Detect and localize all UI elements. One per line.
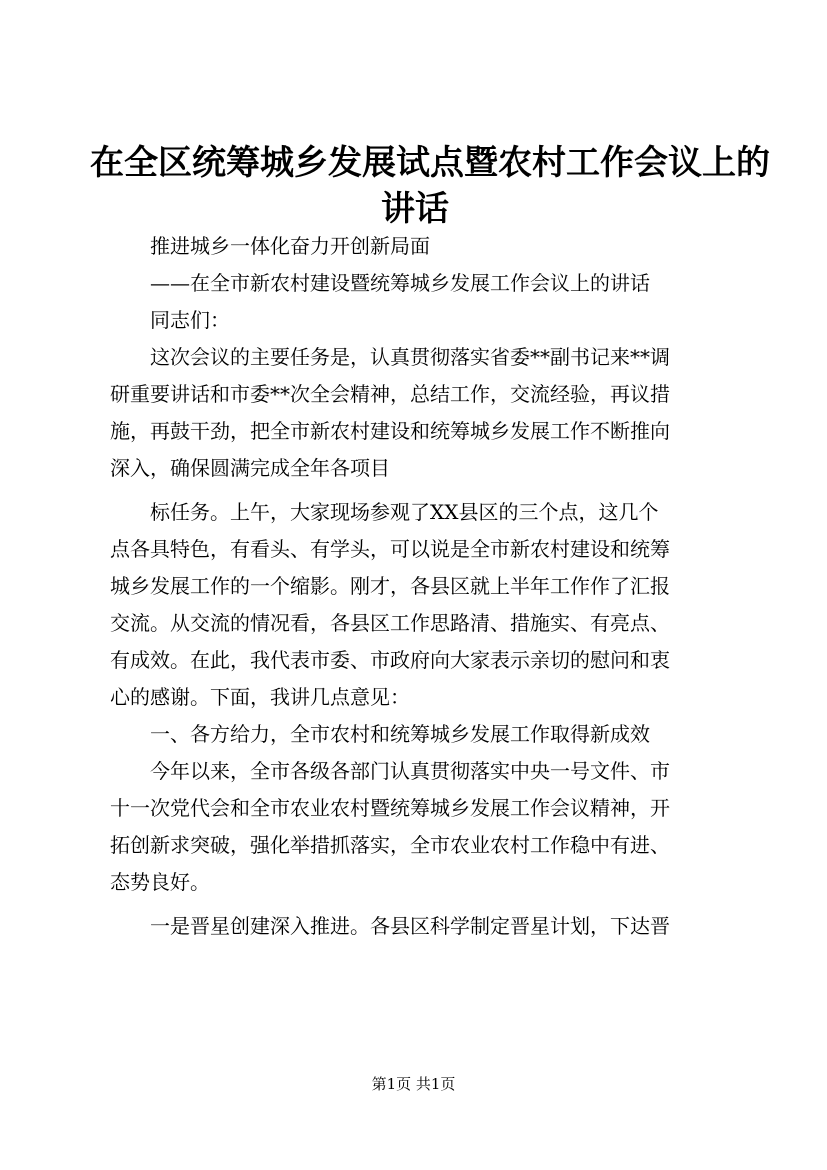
body-line: 今年以来，全市各级各部门认真贯彻落实中央一号文件、市 bbox=[150, 759, 670, 783]
body-line: 深入，确保圆满完成全年各项目 bbox=[110, 456, 390, 480]
body-line: 研重要讲话和市委**次全会精神，总结工作，交流经验，再议措 bbox=[110, 382, 670, 406]
body-line: 交流。从交流的情况看，各县区工作思路清、措施实、有亮点、 bbox=[110, 611, 670, 635]
body-line: 一、各方给力，全市农村和统筹城乡发展工作取得新成效 bbox=[150, 722, 650, 746]
body-line: 态势良好。 bbox=[110, 870, 210, 894]
page-footer: 第1页 共1页 bbox=[371, 1075, 456, 1093]
body-line: 十一次党代会和全市农业农村暨统筹城乡发展工作会议精神，开 bbox=[110, 796, 670, 820]
title-line: 讲话 bbox=[381, 189, 449, 229]
body-line: 一是晋星创建深入推进。各县区科学制定晋星计划，下达晋 bbox=[150, 914, 670, 938]
body-line: 心的感谢。下面，我讲几点意见： bbox=[110, 685, 410, 709]
title-line: 在全区统筹城乡发展试点暨农村工作会议上的 bbox=[90, 143, 770, 183]
body-line: 推进城乡一体化奋力开创新局面 bbox=[150, 234, 430, 258]
document-body bbox=[110, 228, 750, 945]
body-line: 点各具特色，有看头、有学头，可以说是全市新农村建设和统筹 bbox=[110, 537, 670, 561]
document-title bbox=[90, 140, 770, 232]
body-line: 有成效。在此，我代表市委、市政府向大家表示亲切的慰问和衷 bbox=[110, 648, 670, 672]
body-line: 拓创新求突破，强化举措抓落实，全市农业农村工作稳中有进、 bbox=[110, 833, 670, 857]
body-line: 标任务。上午，大家现场参观了XX县区的三个点，这几个 bbox=[150, 500, 659, 524]
body-line: 城乡发展工作的一个缩影。刚才，各县区就上半年工作作了汇报 bbox=[110, 574, 670, 598]
body-line: ——在全市新农村建设暨统筹城乡发展工作会议上的讲话 bbox=[150, 271, 650, 295]
body-line: 施，再鼓干劲，把全市新农村建设和统筹城乡发展工作不断推向 bbox=[110, 419, 670, 443]
body-line: 这次会议的主要任务是，认真贯彻落实省委**副书记来**调 bbox=[150, 345, 670, 369]
body-line: 同志们： bbox=[150, 308, 230, 332]
